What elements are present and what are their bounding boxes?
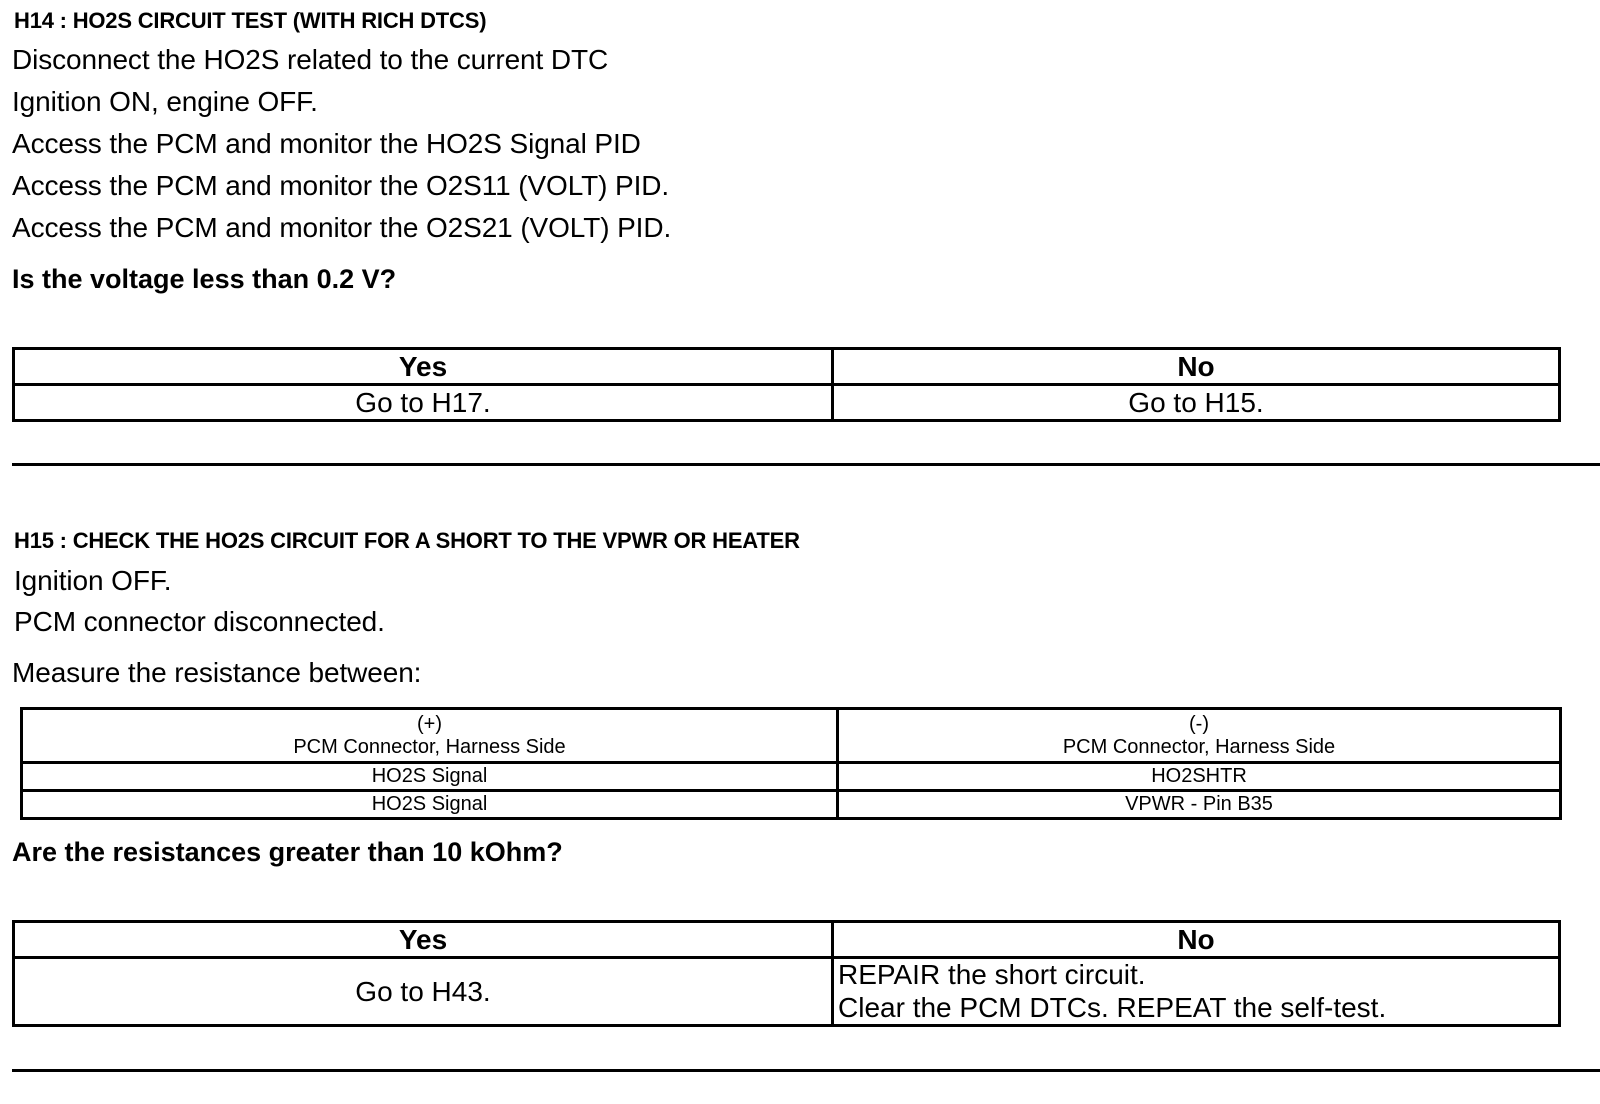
h14-no-action-text: Go to H15.	[1128, 386, 1264, 418]
h14-yes-header: Yes	[14, 349, 833, 385]
h15-instruction-line: Ignition OFF.	[14, 565, 172, 596]
h14-question: Is the voltage less than 0.2 V?	[12, 264, 397, 294]
table-row	[22, 763, 1561, 791]
measure-cell-negative: VPWR - Pin B35	[838, 791, 1561, 819]
h15-no-action-line: Clear the PCM DTCs. REPEAT the self-test.	[838, 991, 1387, 1023]
measure-cell-positive: HO2S Signal	[22, 763, 838, 791]
h15-no-action-line: REPAIR the short circuit.	[838, 959, 1146, 991]
h15-instruction-line: PCM connector disconnected.	[14, 606, 385, 637]
h14-instruction-line: Access the PCM and monitor the HO2S Signal PID	[12, 128, 641, 159]
h14-instruction-line: Access the PCM and monitor the O2S11 (VOLT) PID.	[12, 170, 670, 201]
h14-instruction-line: Ignition ON, engine OFF.	[12, 86, 318, 117]
h15-yes-header: Yes	[14, 922, 833, 958]
h14-instruction-line: Access the PCM and monitor the O2S21 (VOLT) PID.	[12, 212, 672, 243]
measure-col2-label: PCM Connector, Harness Side	[1062, 735, 1336, 758]
section-divider	[12, 463, 1600, 466]
h15-yes-action-text: Go to H43.	[355, 975, 491, 1007]
measure-col1-header	[22, 709, 838, 763]
measure-col2-sign: (-)	[1189, 712, 1209, 735]
h15-no-header: No	[833, 922, 1560, 958]
h14-step-title: H14 : HO2S CIRCUIT TEST (WITH RICH DTCS)	[14, 8, 487, 33]
measure-col1-label: PCM Connector, Harness Side	[293, 735, 566, 758]
h15-result-table	[12, 920, 1561, 1027]
measure-col2-header	[838, 709, 1561, 763]
h15-question: Are the resistances greater than 10 kOhm?	[12, 837, 563, 867]
h14-instruction-line: Disconnect the HO2S related to the current DTC	[12, 44, 609, 75]
measure-cell-positive: HO2S Signal	[22, 791, 838, 819]
h15-step-title: H15 : CHECK THE HO2S CIRCUIT FOR A SHORT TO THE VPWR OR HEATER	[14, 528, 800, 553]
h15-yes-action	[14, 958, 833, 1026]
h14-no-header: No	[833, 349, 1560, 385]
h14-result-table	[12, 347, 1561, 422]
measure-col1-sign: (+)	[417, 712, 442, 735]
h15-measure-table	[20, 707, 1562, 820]
h14-yes-action-text: Go to H17.	[355, 386, 491, 418]
measure-cell-negative: HO2SHTR	[838, 763, 1561, 791]
h14-yes-action	[14, 385, 833, 421]
table-row	[22, 791, 1561, 819]
h15-no-action	[833, 958, 1560, 1026]
h15-instruction-line: Measure the resistance between:	[12, 657, 422, 688]
h14-no-action	[833, 385, 1560, 421]
section-divider	[12, 1069, 1600, 1072]
